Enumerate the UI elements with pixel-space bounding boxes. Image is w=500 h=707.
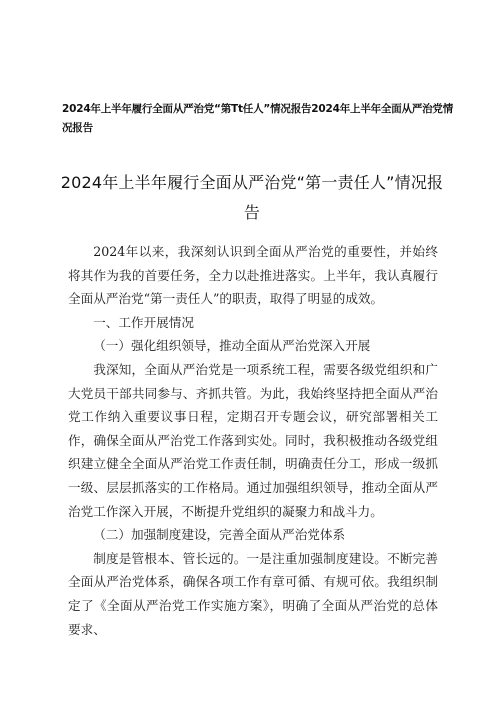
section-heading-work-progress: 一、工作开展情况 xyxy=(93,314,194,330)
subsection-heading-organization: （一）强化组织领导，推动全面从严治党深入开展 xyxy=(93,338,371,354)
running-header-title: 2024年上半年履行全面从严治党“第Tt任人”情况报告2024年上半年全面从严治党情况报告 xyxy=(62,103,454,134)
paragraph-intro: 2024年以来，我深刻认识到全面从严治党的重要性，并始终将其作为我的首要任务，全力以赴推进落实。上半年，我认真履行全面从严治党“第一责任人”的职责，取得了明显的成效。 xyxy=(68,244,438,307)
paragraph-organization: 我深知，全面从严治党是一项系统工程，需要各级党组织和广大党员干部共同参与、齐抓共管。为此，我始终坚持把全面从严治党工作纳入重要议事日程，定期召开专题会议，研究部署相关工作，确保全面从严治党工作落到实处。同时，我积极推动各级党组织建立健全全面从严治党工作责任制，明确责任分工，形成一级抓一级、层层抓落实的工作格局。通过加强组织领导，推动全面从严治党工作深入开展，不断提升党组织的凝聚力和战斗力。 xyxy=(68,361,438,519)
subsection-heading-system: （二）加强制度建设，完善全面从严治党体系 xyxy=(93,527,346,543)
document-title: 2024年上半年履行全面从严治党“第一责任人”情况报告 xyxy=(60,173,444,222)
document-body xyxy=(68,240,438,641)
paragraph-system: 制度是管根本、管长远的。一是注重加强制度建设。不断完善全面从严治党体系，确保各项工作有章可循、有规可依。我组织制定了《全面从严治党工作实施方案》，明确了全面从严治党的总体要求、 xyxy=(68,550,438,637)
